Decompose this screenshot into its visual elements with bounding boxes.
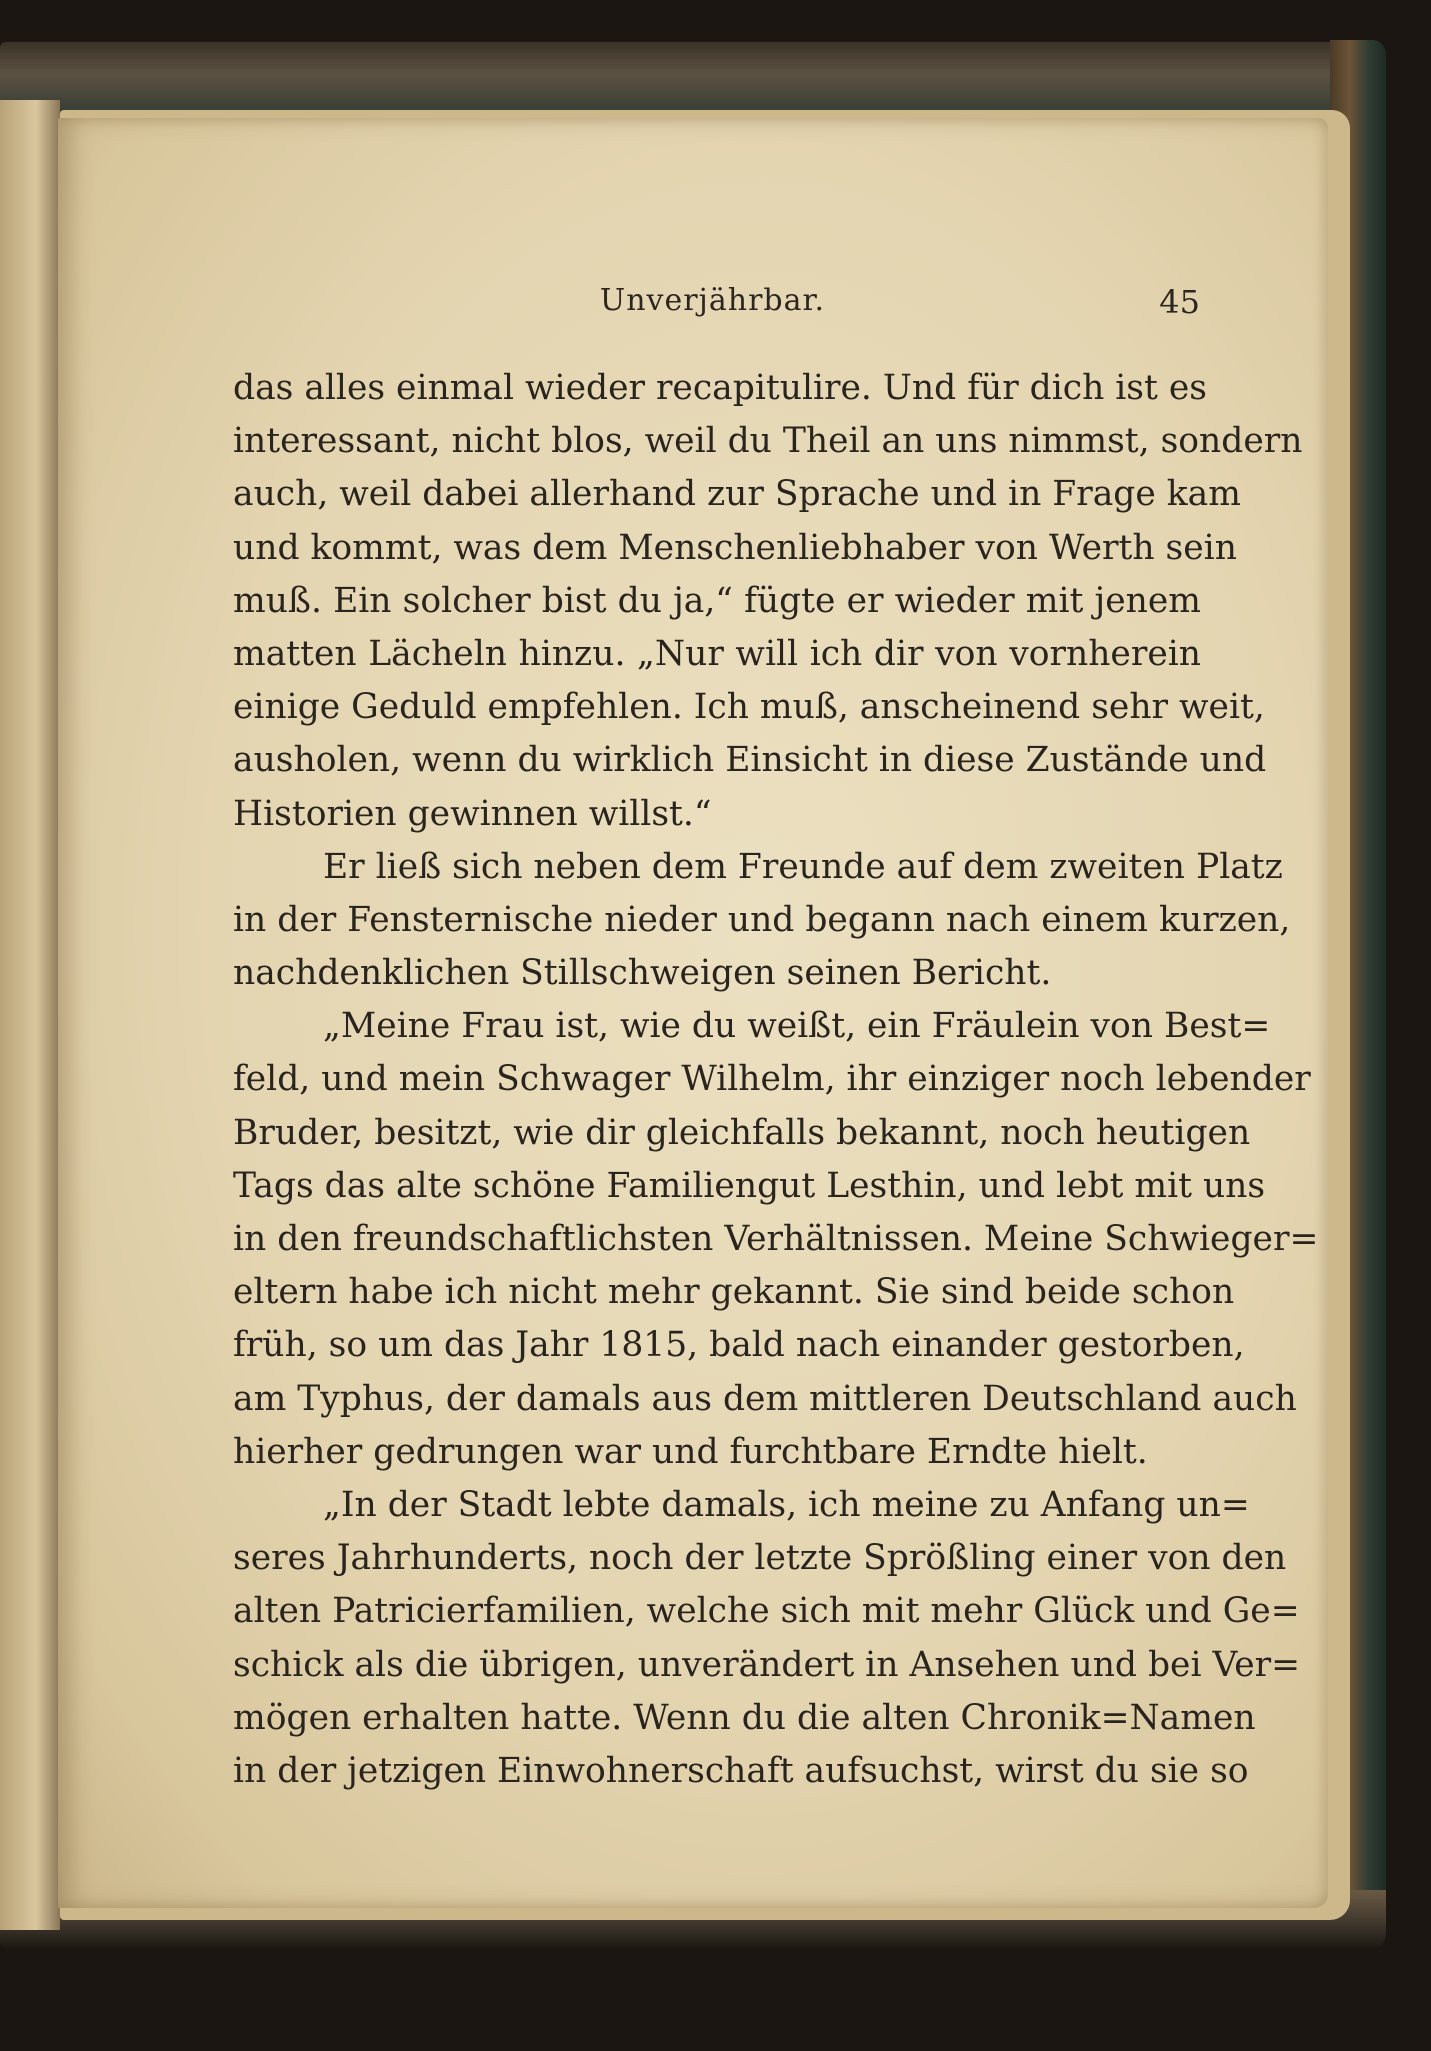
text-line: in der jetzigen Einwohnerschaft aufsuchst, wirst du sie so <box>233 1750 1249 1791</box>
text-line: hierher gedrungen war und furchtbare Erndte hielt. <box>233 1431 1148 1472</box>
text-line: in der Fensternische nieder und begann nach einem kurzen, <box>233 899 1291 940</box>
text-line: alten Patricierfamilien, welche sich mit mehr Glück und Ge= <box>233 1591 1300 1632</box>
text-line: ausholen, wenn du wirklich Einsicht in diese Zustände und <box>233 740 1267 781</box>
page-number: 45 <box>1159 283 1200 321</box>
text-line: „In der Stadt lebte damals, ich meine zu Anfang un= <box>323 1484 1250 1525</box>
text-line: muß. Ein solcher bist du ja,“ fügte er wieder mit jenem <box>233 580 1201 621</box>
text-line: interessant, nicht blos, weil du Theil an uns nimmst, sondern <box>233 421 1303 462</box>
text-line: schick als die übrigen, unverändert in Ansehen und bei Ver= <box>233 1644 1301 1685</box>
text-line: früh, so um das Jahr 1815, bald nach einander gestorben, <box>233 1325 1245 1366</box>
text-line: eltern habe ich nicht mehr gekannt. Sie sind beide schon <box>233 1272 1235 1313</box>
text-line: Historien gewinnen willst.“ <box>233 793 712 834</box>
text-line: Er ließ sich neben dem Freunde auf dem zweiten Platz <box>323 846 1283 887</box>
text-line: nachdenklichen Stillschweigen seinen Bericht. <box>233 953 1052 994</box>
text-line: seres Jahrhunderts, noch der letzte Sprößling einer von den <box>233 1538 1287 1579</box>
text-line: mögen erhalten hatte. Wenn du die alten Chronik=Namen <box>233 1697 1256 1738</box>
text-line: matten Lächeln hinzu. „Nur will ich dir von vornherein <box>233 633 1201 674</box>
running-title: Unverjährbar. <box>599 283 826 318</box>
text-line: auch, weil dabei allerhand zur Sprache und in Frage kam <box>233 474 1241 515</box>
text-line: Bruder, besitzt, wie dir gleichfalls bekannt, noch heutigen <box>233 1112 1251 1153</box>
text-line: in den freundschaftlichsten Verhältnissen. Meine Schwieger= <box>233 1219 1319 1259</box>
text-line: am Typhus, der damals aus dem mittleren Deutschland auch <box>233 1378 1297 1419</box>
text-line: und kommt, was dem Menschenliebhaber von Werth sein <box>233 527 1237 568</box>
facing-page-edge <box>0 100 60 1930</box>
text-line: „Meine Frau ist, wie du weißt, ein Fräulein von Best= <box>323 1006 1271 1047</box>
text-line: feld, und mein Schwager Wilhelm, ihr einziger noch lebender <box>233 1059 1311 1100</box>
text-line: das alles einmal wieder recapitulire. Und für dich ist es <box>233 368 1207 408</box>
text-line: Tags das alte schöne Familiengut Lesthin, und lebt mit uns <box>233 1165 1266 1206</box>
text-line: einige Geduld empfehlen. Ich muß, anscheinend sehr weit, <box>233 687 1265 728</box>
body-text <box>233 362 1319 1798</box>
page-header <box>225 283 1200 333</box>
